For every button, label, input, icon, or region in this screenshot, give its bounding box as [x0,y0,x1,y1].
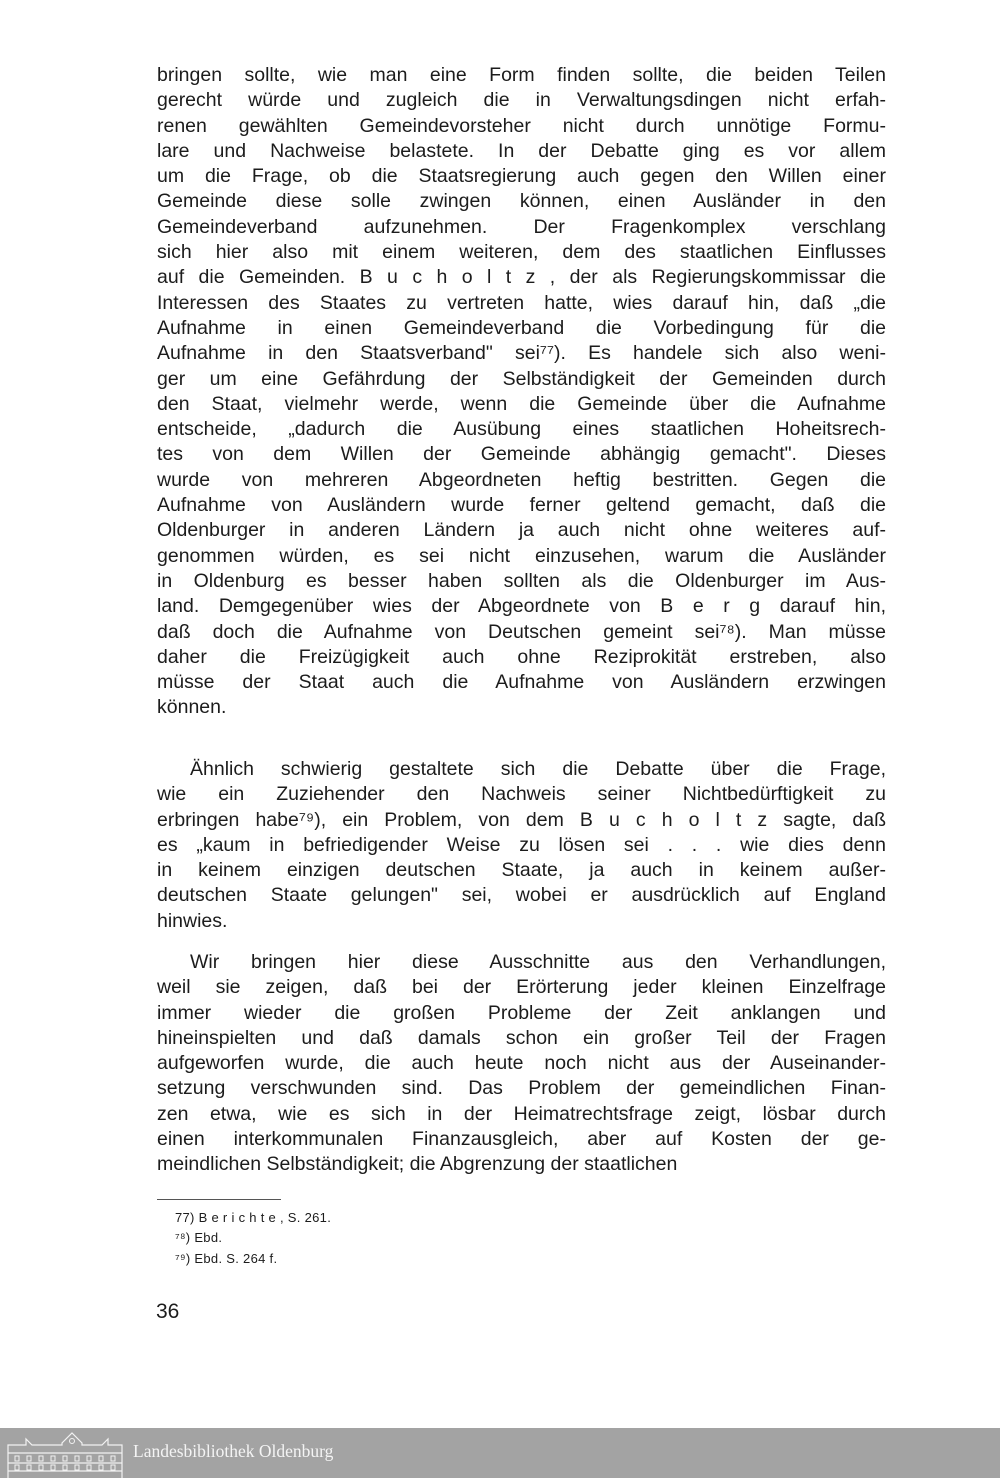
text-line: Ähnlich schwierig gestaltete sich die Debatte über die Frage, [190,758,886,780]
text-line: Gemeindeverband aufzunehmen. Der Fragenkomplex verschlang [157,215,886,238]
footnote-79: ⁷⁹) Ebd. S. 264 f. [175,1251,278,1266]
library-name: Landesbibliothek Oldenburg [133,1441,334,1461]
text-line: Oldenburger in anderen Ländern ja auch nicht ohne weiteres auf- [157,519,886,542]
text-line: den Staat, vielmehr werde, wenn die Gemeinde über die Aufnahme [157,392,886,415]
text-line: Interessen des Staates zu vertreten hatte, wies darauf hin, daß „die [157,291,886,314]
text-line: daß doch die Aufnahme von Deutschen gemeint sei⁷⁸). Man müsse [157,620,886,643]
text-line: können. [157,696,227,719]
text-line: land. Demgegenüber wies der Abgeordnete von B e r g darauf hin, [157,595,886,618]
text-line: wurde von mehreren Abgeordneten heftig bestritten. Gegen die [157,468,886,491]
library-building-logo-icon [5,1431,125,1478]
text-line: lare und Nachweise belastete. In der Debatte ging es vor allem [157,139,886,162]
text-line: auf die Gemeinden. B u c h o l t z , der als Regierungskommissar die [157,266,886,289]
page-number: 36 [156,1300,180,1323]
text-line: setzung verschwunden sind. Das Problem der gemeindlichen Finan- [157,1077,886,1100]
text-line: tes von dem Willen der Gemeinde abhängig gemacht". Dieses [157,443,886,466]
text-line: Aufnahme in einen Gemeindeverband die Vorbedingung für die [157,316,886,339]
text-line: erbringen habe⁷⁹), ein Problem, von dem B u c h o l t z sagte, daß [157,808,886,831]
text-line: um die Frage, ob die Staatsregierung auch gegen den Willen einer [157,165,886,188]
text-line: genommen würden, es sei nicht einzusehen, warum die Ausländer [157,544,886,567]
text-line: meindlichen Selbständigkeit; die Abgrenzung der staatlichen [157,1153,678,1176]
text-line: einen interkommunalen Finanzausgleich, aber auf Kosten der ge- [157,1128,886,1151]
text-line: zen etwa, wie es sich in der Heimatrechtsfrage zeigt, lösbar durch [157,1102,886,1125]
text-line: deutschen Staate gelungen" sei, wobei er ausdrücklich auf England [157,884,886,907]
text-line: hinwies. [157,909,228,932]
paragraph-3 [157,950,886,1178]
footnote-77: 77) B e r i c h t e , S. 261. [175,1210,332,1225]
text-line: bringen sollte, wie man eine Form finden sollte, die beiden Teilen [157,64,886,86]
text-line: hineinspielten und daß damals schon ein großer Teil der Fragen [157,1026,886,1049]
text-line: weil sie zeigen, daß bei der Erörterung jeder kleinen Einzelfrage [157,976,886,999]
text-line: gerecht würde und zugleich die in Verwaltungsdingen nicht erfah- [157,89,886,112]
text-line: aufgeworfen wurde, die auch heute noch nicht aus der Auseinander- [157,1052,886,1075]
text-line: Wir bringen hier diese Ausschnitte aus den Verhandlungen, [190,951,886,973]
text-line: in keinem einzigen deutschen Staate, ja auch in keinem außer- [157,859,886,882]
text-line: immer wieder die großen Probleme der Zeit anklangen und [157,1001,886,1024]
footnote-divider [157,1199,281,1200]
text-line: daher die Freizügigkeit auch ohne Reziprokität erstreben, also [157,645,886,668]
text-line: entscheide, „dadurch die Ausübung eines staatlichen Hoheitsrech- [157,418,886,441]
text-line: Aufnahme in den Staatsverband" sei⁷⁷). Es handele sich also weni- [157,342,886,365]
text-line: wie ein Zuziehender den Nachweis seiner Nichtbedürftigkeit zu [157,783,886,806]
text-line: ger um eine Gefährdung der Selbständigkeit der Gemeinden durch [157,367,886,390]
text-line: Aufnahme von Ausländern wurde ferner geltend gemacht, daß die [157,494,886,517]
text-line: renen gewählten Gemeindevorsteher nicht durch unnötige Formu- [157,114,886,137]
text-line: in Oldenburg es besser haben sollten als die Oldenburger im Aus- [157,569,886,592]
library-footer-bar [0,1428,1000,1478]
footnote-78: ⁷⁸) Ebd. [175,1230,223,1245]
text-line: es „kaum in befriedigender Weise zu lösen sei . . . wie dies denn [157,833,886,856]
text-line: müsse der Staat auch die Aufnahme von Ausländern erzwingen [157,671,886,694]
paragraph-2 [157,757,886,934]
paragraph-1 [157,63,886,721]
text-line: sich hier also mit einem weiteren, dem des staatlichen Einflusses [157,241,886,264]
text-line: Gemeinde diese solle zwingen können, einen Ausländer in den [157,190,886,213]
